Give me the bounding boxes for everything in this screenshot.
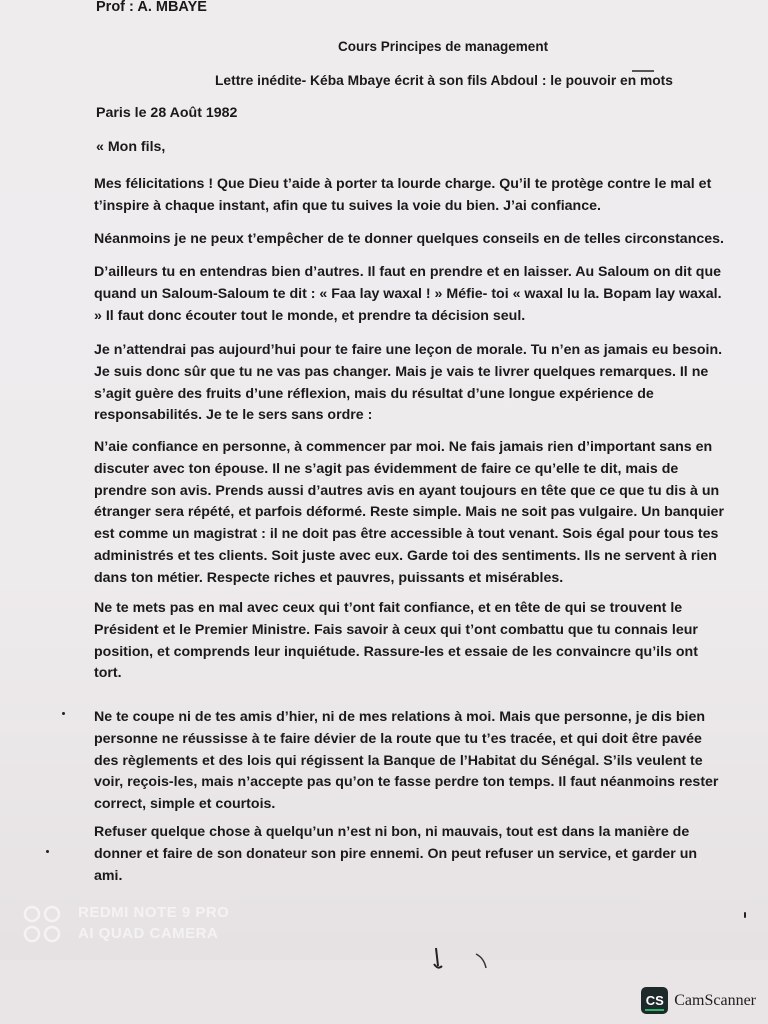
salutation: « Mon fils, — [96, 139, 166, 155]
course-title: Cours Principes de management — [338, 39, 549, 54]
watermark-line-2: AI QUAD CAMERA — [78, 925, 219, 942]
paragraph: N’aie confiance en personne, à commencer par moi. Ne fais jamais rien d’important sans en discuter avec ton épouse. Il ne s’agit pas évidemment de faire ce qu’elle te dit, mais de prendre son avis. Prends aussi d’autres avis en ayant toujours en tête que ce que tu dis à un étranger sera répété, et parfois déformé. Reste simple. Mais ne soit pas vulgaire. Un banquier est comme un magistrat : il ne doit pas être accessible à tout venant. Sois égal pour tous tes administrés et tes clients. Soit juste avec eux. Garde toi des sentiments. Ils ne servent à rien dans ton métier. Respecte riches et pauvres, puissants et misérables. — [94, 439, 724, 586]
camscanner-logo-icon: CS — [641, 987, 668, 1014]
paragraph: Néanmoins je ne peux t’empêcher de te donner quelques conseils en de telles circonstances. — [94, 231, 724, 247]
scan-speck — [744, 912, 746, 918]
camera-dots-icon — [22, 904, 66, 944]
dateline: Paris le 28 Août 1982 — [96, 105, 238, 121]
paragraph: Ne te mets pas en mal avec ceux qui t’ont fait confiance, et en tête de qui se trouvent le Président et le Premier Ministre. Fais savoir à ceux qui t’ont combattu que tu connais leur position, et comprends leur inquiétude. Rassure-les et essaie de les convaincre qu’ils ont tort. — [94, 600, 698, 682]
paragraph: Je n’attendrai pas aujourd’hui pour te faire une leçon de morale. Tu n’en as jamais eu besoin. Je suis donc sûr que tu ne vas pas changer. Mais je vais te livrer quelques remarques. Il ne s’agit guère des fruits d’une réflexion, mais du résultat d’une longue expérience de responsabilités. Je te le sers sans ordre : — [94, 342, 723, 424]
watermark-line-1: REDMI NOTE 9 PRO — [78, 904, 230, 921]
camera-watermark — [22, 902, 229, 944]
author-line: Prof : A. MBAYE — [96, 0, 207, 15]
paragraph: Mes félicitations ! Que Dieu t’aide à porter ta lourde charge. Qu’il te protège contre le mal et t’inspire à chaque instant, afin que tu suives la voie du bien. J’ai confiance. — [94, 176, 712, 214]
camscanner-name: CamScanner — [674, 991, 756, 1009]
paragraph: D’ailleurs tu en entendras bien d’autres. Il faut en prendre et en laisser. Au Saloum on dit que quand un Saloum-Saloum te dit : « Faa lay waxal ! » Méfie- toi « waxal lu la. Bopam lay waxal. » Il faut donc écouter tout le monde, et prendre ta décision seul. — [94, 264, 722, 324]
paragraph: Refuser quelque chose à quelqu’un n’est ni bon, ni mauvais, tout est dans la manière de donner et faire de son donateur son pire ennemi. On peut refuser un service, et garder un ami. — [94, 824, 698, 884]
scan-speck — [62, 712, 65, 715]
letter-title: Lettre inédite- Kéba Mbaye écrit à son fils Abdoul : le pouvoir en mots — [215, 73, 673, 88]
camscanner-badge — [641, 987, 756, 1014]
pen-scribble — [428, 940, 498, 974]
scan-speck — [46, 850, 49, 853]
handwritten-dash — [632, 70, 654, 72]
paragraph: Ne te coupe ni de tes amis d’hier, ni de mes relations à moi. Mais que personne, je dis bien personne ne réussisse à te faire dévier de la route que tu t’es tracée, et qui doit être pavée des règlements et des lois qui régissent la Banque de l’Habitat du Sénégal. S’ils veulent te voir, reçois-les, mais n’accepte pas qu’on te fasse perdre ton temps. Il faut néanmoins rester correct, simple et courtois. — [94, 709, 719, 813]
